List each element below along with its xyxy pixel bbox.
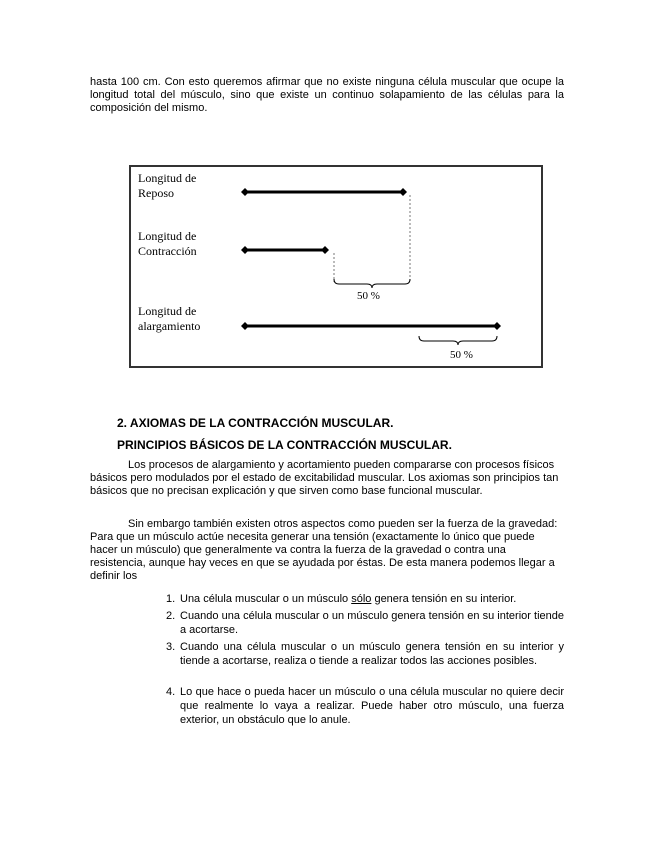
pct-stretch: 50 %	[450, 349, 473, 361]
pct-contraction: 50 %	[357, 290, 380, 302]
label-contraction-line2: Contracción	[138, 244, 197, 258]
paragraph-1: Los procesos de alargamiento y acortamiento pueden compararse con procesos físicos básicos pero modulados por el estado de excitabilidad muscular. Los axiomas son principios tan básicos que no precisan explicación y que sirven como base funcional muscular.	[90, 459, 559, 497]
rest-end-marker	[399, 188, 407, 196]
section-heading: 2. AXIOMAS DE LA CONTRACCIÓN MUSCULAR.	[117, 416, 394, 430]
intro-paragraph: hasta 100 cm. Con esto queremos afirmar que no existe ninguna célula muscular que ocupe la longitud total del músculo, sino que existe un continuo solapamiento de las células para la composición del mismo.	[90, 76, 564, 114]
list-item-number: 1.	[166, 593, 176, 605]
list-item	[166, 592, 564, 606]
rest-start-marker	[241, 188, 249, 196]
list-item-number: 2.	[166, 610, 176, 622]
label-stretch	[138, 304, 200, 334]
list-item-text: Cuando una célula muscular o un músculo genera tensión en su interior tiende a acortarse.	[180, 610, 564, 636]
contraction-start-marker	[241, 246, 249, 254]
subsection-heading: PRINCIPIOS BÁSICOS DE LA CONTRACCIÓN MUSCULAR.	[117, 438, 452, 452]
list-item	[166, 685, 564, 727]
item1-after: genera tensión en su interior.	[371, 593, 517, 605]
list-item-text: Lo que hace o pueda hacer un músculo o una célula muscular no quiere decir que realmente lo vaya a realizar. Puede haber otro músculo, una fuerza exterior, un obstáculo que lo anule.	[180, 686, 564, 726]
label-contraction-line1: Longitud de	[138, 229, 197, 243]
list-item	[166, 640, 564, 668]
list-item-text	[180, 592, 564, 606]
label-rest	[138, 171, 196, 201]
stretch-start-marker	[241, 322, 249, 330]
label-rest-line1: Longitud de	[138, 171, 197, 185]
muscle-length-figure	[129, 165, 543, 368]
contraction-end-marker	[321, 246, 329, 254]
label-stretch-line1: Longitud de	[138, 304, 197, 318]
label-rest-line2: Reposo	[138, 186, 174, 200]
paragraph-2: Sin embargo también existen otros aspectos como pueden ser la fuerza de la gravedad: Para que un músculo actúe necesita generar una tensión (exactamente lo único que puede hacer un músculo) que generalmente va contra la fuerza de la gravedad o contra una resistencia, aunque hay veces en que se ayudada por éstas. De esta manera podemos llegar a definir los	[90, 518, 558, 582]
label-contraction	[138, 229, 197, 259]
contraction-brace	[334, 279, 410, 288]
item1-underlined: sólo	[351, 593, 372, 605]
item1-before: Una célula muscular o un músculo	[180, 593, 352, 605]
list-item-number: 3.	[166, 641, 176, 653]
label-stretch-line2: alargamiento	[138, 319, 201, 333]
stretch-brace	[419, 336, 497, 345]
list-item-number: 4.	[166, 686, 176, 698]
stretch-end-marker	[493, 322, 501, 330]
list-item-text: Cuando una célula muscular o un músculo genera tensión en su interior y tiende a acortarse, realiza o tiende a realizar todos las acciones posibles.	[180, 641, 564, 667]
list-item	[166, 609, 564, 637]
